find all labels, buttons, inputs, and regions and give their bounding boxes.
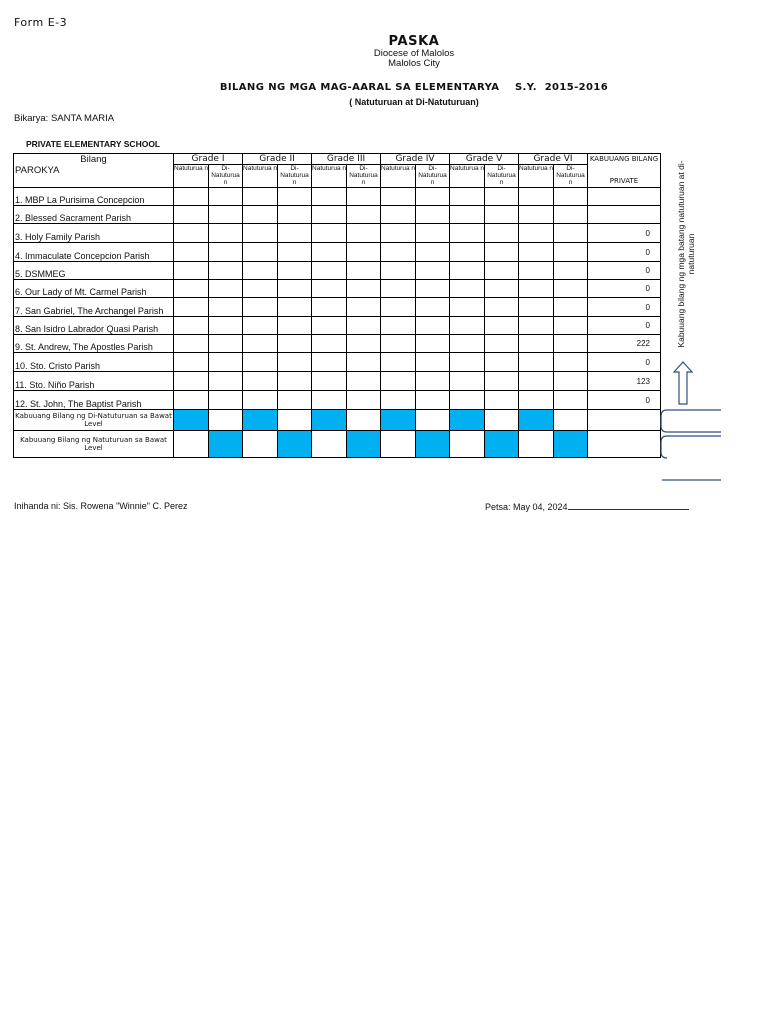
count-cell — [554, 262, 588, 280]
grade-header: Grade VI — [519, 154, 588, 165]
count-cell — [243, 206, 278, 224]
report-heading: BILANG NG MGA MAG-AARAL SA ELEMENTARYA S.Y. 2015-2016 — [219, 82, 609, 93]
summary-cell — [416, 431, 450, 458]
count-cell — [485, 317, 519, 335]
count-cell — [312, 317, 347, 335]
count-cell — [174, 391, 209, 410]
count-cell — [416, 353, 450, 372]
parish-name: 10. Sto. Cristo Parish — [14, 353, 174, 372]
count-cell — [347, 243, 381, 262]
count-cell — [450, 335, 485, 353]
count-cell — [209, 262, 243, 280]
count-cell — [278, 243, 312, 262]
parish-name: 11. Sto. Niño Parish — [14, 372, 174, 391]
count-cell — [554, 317, 588, 335]
count-cell — [347, 206, 381, 224]
count-cell — [450, 206, 485, 224]
count-cell — [243, 335, 278, 353]
count-cell — [278, 262, 312, 280]
count-cell — [209, 188, 243, 206]
count-cell — [554, 243, 588, 262]
count-cell — [450, 353, 485, 372]
di-natuturuan-subheader: Di- Natuturua n — [209, 165, 243, 188]
grade-header: Grade V — [450, 154, 519, 165]
count-cell — [381, 372, 416, 391]
count-cell — [519, 391, 554, 410]
count-cell — [381, 280, 416, 298]
summary-cell — [347, 431, 381, 458]
count-cell — [347, 262, 381, 280]
count-cell — [485, 353, 519, 372]
count-cell — [278, 280, 312, 298]
count-cell — [174, 298, 209, 317]
count-cell — [174, 335, 209, 353]
count-cell — [312, 224, 347, 243]
up-arrow-icon — [674, 362, 692, 404]
count-cell — [209, 353, 243, 372]
natuturuan-subheader: Natuturua n — [174, 165, 209, 188]
count-cell — [278, 372, 312, 391]
summary-total-cell — [588, 431, 661, 458]
count-cell — [450, 317, 485, 335]
count-cell — [485, 335, 519, 353]
count-cell — [485, 298, 519, 317]
count-cell — [243, 188, 278, 206]
count-cell — [174, 262, 209, 280]
count-cell — [278, 224, 312, 243]
count-cell — [209, 317, 243, 335]
parish-name: 2. Blessed Sacrament Parish — [14, 206, 174, 224]
summary-cell — [312, 410, 347, 431]
parish-name: 5. DSMMEG — [14, 262, 174, 280]
form-code: Form E-3 — [14, 16, 68, 29]
summary-cell — [450, 410, 485, 431]
table-row — [14, 391, 661, 410]
summary-cell — [416, 410, 450, 431]
count-cell — [416, 243, 450, 262]
summary-cell — [243, 410, 278, 431]
count-cell — [278, 317, 312, 335]
count-cell — [347, 298, 381, 317]
count-cell — [450, 262, 485, 280]
summary-cell — [209, 431, 243, 458]
count-cell — [381, 224, 416, 243]
count-cell — [416, 188, 450, 206]
table-row — [14, 262, 661, 280]
count-cell — [347, 280, 381, 298]
count-cell — [243, 243, 278, 262]
count-cell — [347, 372, 381, 391]
vicariate-label: Bikarya: SANTA MARIA — [14, 113, 115, 124]
count-cell — [554, 298, 588, 317]
city-name: Malolos City — [388, 58, 440, 69]
table-row — [14, 188, 661, 206]
date-field — [485, 501, 689, 512]
summary-cell — [278, 410, 312, 431]
count-cell — [312, 243, 347, 262]
parish-name: 3. Holy Family Parish — [14, 224, 174, 243]
count-cell — [312, 353, 347, 372]
summary-cell — [278, 431, 312, 458]
table-row — [14, 353, 661, 372]
count-cell — [312, 391, 347, 410]
parish-name: 9. St. Andrew, The Apostles Parish — [14, 335, 174, 353]
count-cell — [312, 335, 347, 353]
date-line — [568, 501, 689, 510]
count-cell — [519, 335, 554, 353]
count-cell — [450, 224, 485, 243]
count-cell — [209, 298, 243, 317]
school-type-label: PRIVATE ELEMENTARY SCHOOL — [26, 139, 161, 149]
count-cell — [381, 188, 416, 206]
row-total: 0 — [588, 391, 661, 410]
summary-cell — [312, 431, 347, 458]
di-natuturuan-subheader: Di- Natuturua n — [416, 165, 450, 188]
count-cell — [278, 335, 312, 353]
total-sub-label: PRIVATE — [609, 177, 639, 185]
count-cell — [312, 188, 347, 206]
count-cell — [278, 206, 312, 224]
summary-cell — [174, 410, 209, 431]
di-natuturuan-subheader: Di- Natuturua n — [554, 165, 588, 188]
side-note — [668, 158, 704, 350]
count-cell — [347, 391, 381, 410]
count-cell — [519, 280, 554, 298]
count-cell — [554, 188, 588, 206]
count-cell — [243, 391, 278, 410]
count-cell — [416, 317, 450, 335]
count-cell — [381, 317, 416, 335]
side-note-text: Kabuuang bilang ng mga batang natuturuan at di-natuturuan — [676, 160, 696, 348]
count-cell — [243, 298, 278, 317]
row-total: 0 — [588, 262, 661, 280]
summary-cell — [519, 431, 554, 458]
bracket-shape — [661, 436, 721, 458]
summary-cell — [209, 410, 243, 431]
grade-header: Grade I — [174, 154, 243, 165]
count-cell — [312, 298, 347, 317]
count-cell — [347, 224, 381, 243]
count-cell — [278, 298, 312, 317]
count-cell — [174, 372, 209, 391]
count-cell — [243, 224, 278, 243]
count-cell — [416, 224, 450, 243]
count-cell — [278, 188, 312, 206]
grade-header: Grade III — [312, 154, 381, 165]
count-cell — [519, 353, 554, 372]
count-cell — [209, 280, 243, 298]
di-natuturuan-subheader: Di- Natuturua n — [347, 165, 381, 188]
table-row — [14, 298, 661, 317]
count-cell — [554, 206, 588, 224]
count-cell — [554, 224, 588, 243]
count-cell — [485, 224, 519, 243]
grade-header: Grade II — [243, 154, 312, 165]
table-row — [14, 372, 661, 391]
table-row — [14, 206, 661, 224]
summary-cell — [554, 410, 588, 431]
count-cell — [209, 224, 243, 243]
grade-header: Grade IV — [381, 154, 450, 165]
natuturuan-subheader: Natuturua n — [519, 165, 554, 188]
count-cell — [174, 280, 209, 298]
bilang-label: Bilang — [80, 154, 107, 165]
count-cell — [554, 391, 588, 410]
count-cell — [416, 335, 450, 353]
table-row — [14, 317, 661, 335]
di-natuturuan-total-label: Kabuuang Bilang ng Di-Natuturuan sa Bawat Level — [14, 410, 174, 431]
table-row — [14, 224, 661, 243]
summary-cell — [554, 431, 588, 458]
table-row — [14, 335, 661, 353]
count-cell — [450, 391, 485, 410]
count-cell — [174, 224, 209, 243]
parish-name: 12. St. John, The Baptist Parish — [14, 391, 174, 410]
date-text: Petsa: May 04, 2024 — [485, 502, 568, 512]
arrow-and-brackets-graphic — [655, 358, 730, 488]
summary-cell — [381, 410, 416, 431]
di-natuturuan-subheader: Di- Natuturua n — [278, 165, 312, 188]
count-cell — [381, 298, 416, 317]
summary-cell — [485, 431, 519, 458]
table-row — [14, 280, 661, 298]
row-total — [588, 188, 661, 206]
count-cell — [381, 206, 416, 224]
count-cell — [209, 372, 243, 391]
count-cell — [174, 317, 209, 335]
count-cell — [554, 335, 588, 353]
parish-name: 4. Immaculate Concepcion Parish — [14, 243, 174, 262]
count-cell — [243, 280, 278, 298]
parokya-label: PAROKYA — [15, 165, 60, 176]
count-cell — [381, 262, 416, 280]
count-cell — [381, 391, 416, 410]
count-cell — [243, 372, 278, 391]
count-cell — [174, 243, 209, 262]
summary-cell — [174, 431, 209, 458]
row-total: 0 — [588, 243, 661, 262]
natuturuan-subheader: Natuturua n — [381, 165, 416, 188]
count-cell — [209, 391, 243, 410]
report-subheading: ( Natuturuan at Di-Natuturuan) — [349, 97, 479, 107]
count-cell — [381, 353, 416, 372]
count-cell — [312, 262, 347, 280]
count-cell — [485, 391, 519, 410]
diocese-name: Diocese of Malolos — [373, 48, 455, 59]
count-cell — [519, 188, 554, 206]
count-cell — [450, 188, 485, 206]
count-cell — [278, 353, 312, 372]
natuturuan-total-row — [14, 431, 661, 458]
parish-column-header — [14, 154, 174, 188]
count-cell — [519, 243, 554, 262]
row-total: 222 — [588, 335, 661, 353]
prepared-by: Inihanda ni: Sis. Rowena "Winnie" C. Perez — [14, 501, 188, 511]
count-cell — [278, 391, 312, 410]
count-cell — [519, 298, 554, 317]
summary-cell — [243, 431, 278, 458]
count-cell — [450, 298, 485, 317]
count-cell — [209, 206, 243, 224]
count-cell — [416, 206, 450, 224]
count-cell — [519, 224, 554, 243]
natuturuan-subheader: Natuturua n — [243, 165, 278, 188]
parish-name: 6. Our Lady of Mt. Carmel Parish — [14, 280, 174, 298]
di-natuturuan-subheader: Di- Natuturua n — [485, 165, 519, 188]
count-cell — [485, 243, 519, 262]
parish-name: 1. MBP La Purisima Concepcion — [14, 188, 174, 206]
natuturuan-subheader: Natuturua n — [312, 165, 347, 188]
row-total: 0 — [588, 317, 661, 335]
count-cell — [416, 262, 450, 280]
table-row — [14, 243, 661, 262]
count-cell — [209, 335, 243, 353]
count-cell — [381, 243, 416, 262]
row-total — [588, 206, 661, 224]
count-cell — [519, 262, 554, 280]
count-cell — [381, 335, 416, 353]
count-cell — [485, 372, 519, 391]
count-cell — [243, 353, 278, 372]
count-cell — [174, 353, 209, 372]
count-cell — [450, 243, 485, 262]
count-cell — [485, 188, 519, 206]
count-cell — [519, 372, 554, 391]
row-total: 0 — [588, 280, 661, 298]
count-cell — [450, 280, 485, 298]
count-cell — [519, 206, 554, 224]
count-cell — [174, 206, 209, 224]
natuturuan-total-label: Kabuuang Bilang ng Natuturuan sa Bawat Level — [14, 431, 174, 458]
summary-cell — [347, 410, 381, 431]
count-cell — [416, 298, 450, 317]
row-total: 123 — [588, 372, 661, 391]
enrollment-table — [13, 153, 661, 458]
count-cell — [485, 206, 519, 224]
count-cell — [554, 372, 588, 391]
count-cell — [416, 372, 450, 391]
natuturuan-subheader: Natuturua n — [450, 165, 485, 188]
count-cell — [347, 353, 381, 372]
count-cell — [485, 262, 519, 280]
summary-cell — [450, 431, 485, 458]
total-column-header — [588, 154, 661, 188]
count-cell — [243, 262, 278, 280]
count-cell — [519, 317, 554, 335]
summary-cell — [485, 410, 519, 431]
count-cell — [554, 280, 588, 298]
count-cell — [347, 317, 381, 335]
count-cell — [450, 372, 485, 391]
count-cell — [485, 280, 519, 298]
di-natuturuan-total-row — [14, 410, 661, 431]
grade-header-row — [14, 154, 661, 165]
total-header-label: KABUUANG BILANG — [589, 155, 659, 163]
count-cell — [554, 353, 588, 372]
summary-cell — [519, 410, 554, 431]
summary-cell — [381, 431, 416, 458]
count-cell — [209, 243, 243, 262]
row-total: 0 — [588, 298, 661, 317]
count-cell — [312, 372, 347, 391]
count-cell — [174, 188, 209, 206]
count-cell — [312, 206, 347, 224]
count-cell — [243, 317, 278, 335]
parish-name: 7. San Gabriel, The Archangel Parish — [14, 298, 174, 317]
count-cell — [416, 391, 450, 410]
bracket-shape — [661, 410, 721, 432]
count-cell — [416, 280, 450, 298]
document-title: PASKA — [388, 34, 440, 49]
count-cell — [347, 188, 381, 206]
count-cell — [312, 280, 347, 298]
parish-name: 8. San Isidro Labrador Quasi Parish — [14, 317, 174, 335]
count-cell — [347, 335, 381, 353]
row-total: 0 — [588, 224, 661, 243]
row-total: 0 — [588, 353, 661, 372]
summary-total-cell — [588, 410, 661, 431]
